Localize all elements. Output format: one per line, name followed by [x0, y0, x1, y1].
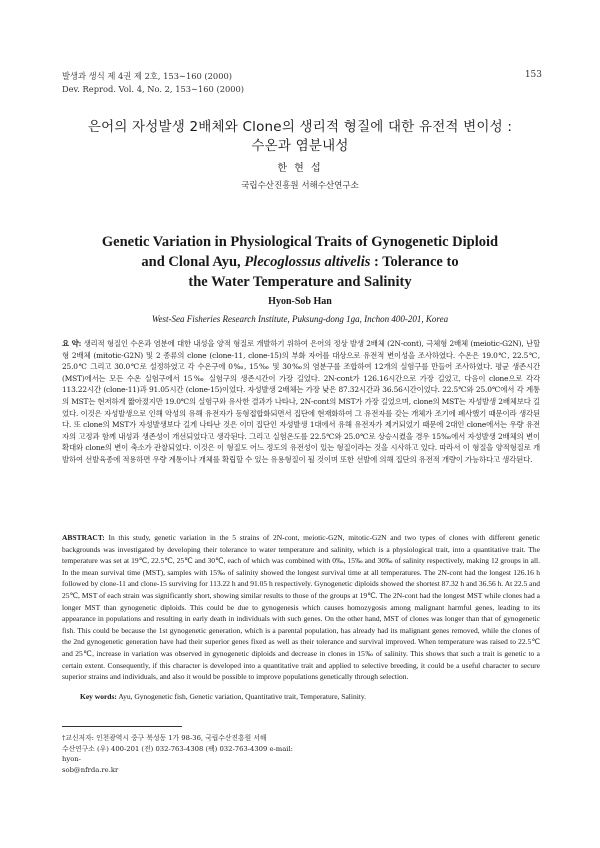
korean-abstract-text: 생리적 형질인 수온과 염분에 대한 내성을 양적 형질로 개발하기 위하여 은어의 정상 발생 2배체 (2N-cont), 극체형 2배체 (meiotic-G2N), 난할형 2배체 (mitotic-G2N) 및 2 종류의 clone (clone-11, clone-15)의 부화 자어를 대상으로 유전적 변이성을 조사하였다. 수온은 19.0℃, 22.5℃, 25.0℃ 그리고 30.0℃로 설정하였고 각 수온구에 0‰, 15‰ 및 30‰의 염분구를 조합하여 12개의 실험구를 만들어 조사하였다. 평균 생존시간 (MST)에서는 모든 수온 실험구에서 15‰ 실험구의 생존시간이 가장 길었다. 2N-cont가 126.16시간으로 가장 길었고, 다음이 clone으로 각각 113.22시간 (clone-11)과 91.05시간 (clone-15)이었다. 자성발생 2배체는 가장 낮은 87.32시간과 36.56시간이었다. 22.5℃와 25.0℃에서 각 계통의 MST는 현저하게 짧아졌지만 19.0℃의 실험구와 유사한 결과가 나타나, 2N-cont의 MST가 가장 길었으며, clone의 MST는 자성발생 2배체보다 길었다. 이것은 자성발생으로 인해 악성의 유해 유전자가 동형접합화되면서 집단에 현재화하여 그 유전자를 갖는 개체가 조기에 폐사했기 때문이라 생각된다. 또 clone의 MST가 자성발생보다 길게 나타난 것은 이미 집단인 자성발생 1대에서 유해 유전자가 제거되었기 때문에 2대인 clone에서는 우량 유전자의 고정과 함께 내성과 생존성이 개선되었다고 생각된다. 그리고 실험온도를 22.5℃와 25.0℃로 상승시켰을 경우 15‰에서 자성발생 2배체의 변이 확대와 clone의 변이 축소가 관찰되었다. 이것은 이 형질도 어느 정도의 유전성이 있는 형질이라는 것을 시사하고 있다. 따라서 이 형질을 양적형질로 개발하여 선발육종에 적용하면 우량 계통이나 개체를 확립할 수 있는 유용형질이 될 것이며 또한 선발에 의해 집단의 유전적 개량이 가능하다고 생각된다. — [62, 339, 540, 464]
korean-abstract — [62, 338, 540, 466]
footnote-line-1: †교신저자: 인천광역시 중구 북성동 1가 98-36, 국립수산진흥원 서해 — [62, 734, 267, 742]
footnote-divider — [62, 726, 182, 727]
corresponding-author-footnote — [62, 733, 302, 775]
keywords-label: Key words: — [80, 692, 117, 701]
footnote-line-2: 수산연구소 (우) 400-201 (전) 032-763-4308 (팩) 032-763-4309 e-mail: hyon- — [62, 744, 293, 763]
english-title-line-2 — [40, 252, 560, 272]
english-affiliation: West-Sea Fisheries Research Institute, Puksung-dong 1ga, Inchon 400-201, Korea — [151, 314, 449, 324]
species-name: Plecoglossus altivelis — [244, 254, 371, 270]
keywords-text: Ayu, Gynogenetic fish, Genetic variation, Quantitative trait, Temperature, Salinity. — [118, 692, 367, 701]
english-abstract — [62, 532, 540, 683]
english-title-line-1: Genetic Variation in Physiological Traits of Gynogenetic Diploid — [101, 234, 499, 250]
english-abstract-label: ABSTRACT: — [62, 533, 105, 542]
korean-title — [40, 118, 560, 156]
korean-title-line-2: 수온과 염분내성 — [251, 138, 349, 154]
keywords — [80, 692, 540, 701]
english-title-line-2-pre: and Clonal Ayu, — [141, 254, 245, 270]
footnote-line-3: sob@nfrda.re.kr — [62, 765, 119, 774]
english-title-line-2-post: : Tolerance to — [370, 254, 459, 270]
korean-affiliation: 국립수산진흥원 서해수산연구소 — [241, 181, 359, 191]
running-header — [62, 70, 542, 96]
english-abstract-text: In this study, genetic variation in the 5 strains of 2N-cont, meiotic-G2N, mitotic-G2N and two types of clones with different genetic backgrounds was investigated by developing their tolerance to water temperature and salinity, which is a physiological trait, into a quantitative trait. The temperature was set at 19℃, 22.5℃, 25℃ and 30℃, each of which was combined with 0‰, 15‰ and 30‰ of salinity respectively, making 12 groups in all. In the mean survival time (MST), samples with 15‰ of salinity showed the longest survival time at all temperatures. The 2N-cont had the longest 126.16 h followed by clone-11 and clone-15 surviving for 113.22 h and 91.05 h respectively. Gynogenetic diploids showed the shortest 87.32 h and 36.56 h. At 22.5 and 25℃, MST of each strain was significantly short, showing similar results to those of the groups at 19℃. The 2N-cont had the longest MST while clones had a longer MST than gynogenetic diploids. This could be due to gynogenesis which causes homozygosis among malignant harmful genes, leading to its appearance in populations and resulting in early death in individuals with such genes. On the other hand, MST of clones was longer than that of gynogenetic fish. This could be because the 1st gynogenetic generation, which is a parental population, has already had its malignant genes removed, while the clones of the 2nd gynogenetic generation have had their superior genes fixed as well as their tolerance and survival improved. When temperature was raised to 22.5℃ and 25℃, increase in variation was observed in gynogenetic diploids and decrease in clones in 15‰ of salinity. This shows that such a trait is genetic to a certain extent. Consequently, if this character is developed into a quantitative trait and applied to selective breeding, it could be a useful character to secure superior strains and individuals, and also it would be possible to improve populations genetically through selection. — [62, 533, 540, 682]
journal-citation-ko: 발생과 생식 제 4권 제 2호, 153∼160 (2000) — [62, 71, 233, 81]
english-author: Hyon-Sob Han — [268, 296, 332, 307]
korean-abstract-label: 요 약: — [62, 339, 82, 348]
page-number: 153 — [524, 70, 542, 80]
korean-author: 한 현 섭 — [277, 163, 323, 174]
english-title — [40, 232, 560, 292]
korean-title-line-1: 은어의 자성발생 2배체와 Clone의 생리적 형질에 대한 유전적 변이성 : — [87, 119, 513, 135]
journal-citation-en: Dev. Reprod. Vol. 4, No. 2, 153∼160 (2000) — [62, 84, 245, 94]
english-title-line-3: the Water Temperature and Salinity — [188, 274, 412, 290]
